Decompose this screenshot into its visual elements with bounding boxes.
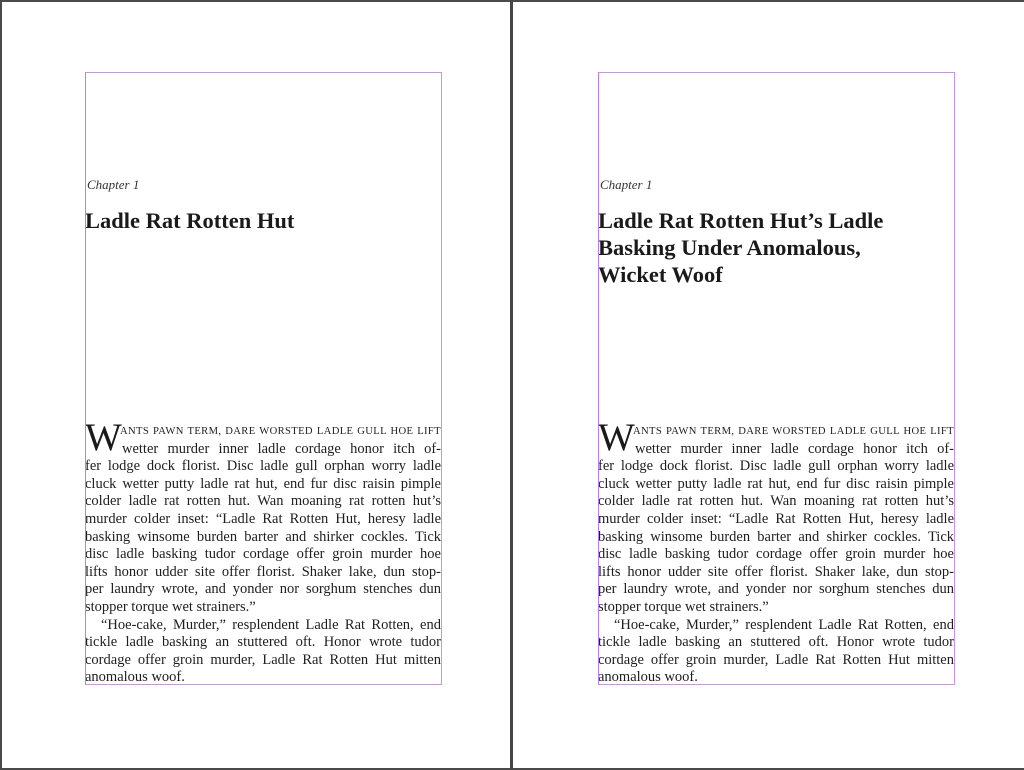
body-line: lifts honor udder site offer florist. Shaker lake, dun stop- (598, 563, 954, 580)
body-line: cordage offer groin murder, Ladle Rat Rotten Hut mitten (85, 651, 441, 668)
body-line: “Hoe-cake, Murder,” resplendent Ladle Rat Rotten, end (614, 616, 954, 633)
body-line: cluck wetter putty ladle rat hut, end fur disc raisin pimple (85, 475, 441, 492)
body-line: fer lodge dock florist. Disc ladle gull orphan worry ladle (85, 458, 441, 475)
body-line: colder ladle rat rotten hut. Wan moaning rat rotten hut’s (598, 493, 954, 510)
right-page[interactable] (513, 0, 1024, 770)
body-line: per laundry wrote, and yonder nor sorghum stenches dun (85, 581, 441, 598)
chapter-title-line: Ladle Rat Rotten Hut’s Ladle (598, 208, 884, 233)
body-line: murder colder inset: “Ladle Rat Rotten Hut, heresy ladle (85, 510, 441, 527)
drop-cap: W (598, 416, 635, 459)
body-text (598, 416, 954, 687)
body-line: “Hoe-cake, Murder,” resplendent Ladle Rat Rotten, end (101, 616, 441, 633)
body-line: tickle ladle basking an stuttered oft. Honor wrote tudor (85, 634, 441, 651)
body-line: wetter murder inner ladle cordage honor itch of- (635, 440, 954, 457)
body-line: tickle ladle basking an stuttered oft. Honor wrote tudor (598, 634, 954, 651)
body-line: basking winsome burden barter and shirker cockles. Tick (85, 528, 441, 545)
chapter-title-line: Ladle Rat Rotten Hut (85, 208, 295, 233)
body-line: fer lodge dock florist. Disc ladle gull orphan worry ladle (598, 458, 954, 475)
drop-cap: W (85, 416, 122, 459)
body-line: colder ladle rat rotten hut. Wan moaning rat rotten hut’s (85, 493, 441, 510)
chapter-title (598, 207, 958, 288)
body-line: murder colder inset: “Ladle Rat Rotten Hut, heresy ladle (598, 510, 954, 527)
left-page[interactable] (0, 0, 511, 770)
body-line: wetter murder inner ladle cordage honor itch of- (122, 440, 441, 457)
body-line: anomalous woof. (598, 669, 698, 686)
text-frame[interactable] (85, 0, 441, 770)
body-line: disc ladle basking tudor cordage offer groin murder hoe (598, 546, 954, 563)
chapter-title (85, 207, 445, 234)
body-text (85, 416, 441, 687)
body-line: anomalous woof. (85, 669, 185, 686)
chapter-label: Chapter 1 (600, 177, 653, 192)
body-line: ANTS PAWN TERM, DARE WORSTED LADLE GULL HOE LIFT (633, 426, 954, 437)
body-line: disc ladle basking tudor cordage offer groin murder hoe (85, 546, 441, 563)
chapter-title-line: Basking Under Anomalous, (598, 235, 861, 260)
body-line: per laundry wrote, and yonder nor sorghum stenches dun (598, 581, 954, 598)
body-line: basking winsome burden barter and shirker cockles. Tick (598, 528, 954, 545)
body-line: stopper torque wet strainers.” (85, 598, 256, 615)
body-line: stopper torque wet strainers.” (598, 598, 769, 615)
chapter-title-line: Wicket Woof (598, 262, 723, 287)
body-line: ANTS PAWN TERM, DARE WORSTED LADLE GULL HOE LIFT (120, 426, 441, 437)
body-line: cluck wetter putty ladle rat hut, end fur disc raisin pimple (598, 475, 954, 492)
chapter-label: Chapter 1 (87, 177, 140, 192)
text-frame[interactable] (598, 0, 954, 770)
body-line: lifts honor udder site offer florist. Shaker lake, dun stop- (85, 563, 441, 580)
body-line: cordage offer groin murder, Ladle Rat Rotten Hut mitten (598, 651, 954, 668)
